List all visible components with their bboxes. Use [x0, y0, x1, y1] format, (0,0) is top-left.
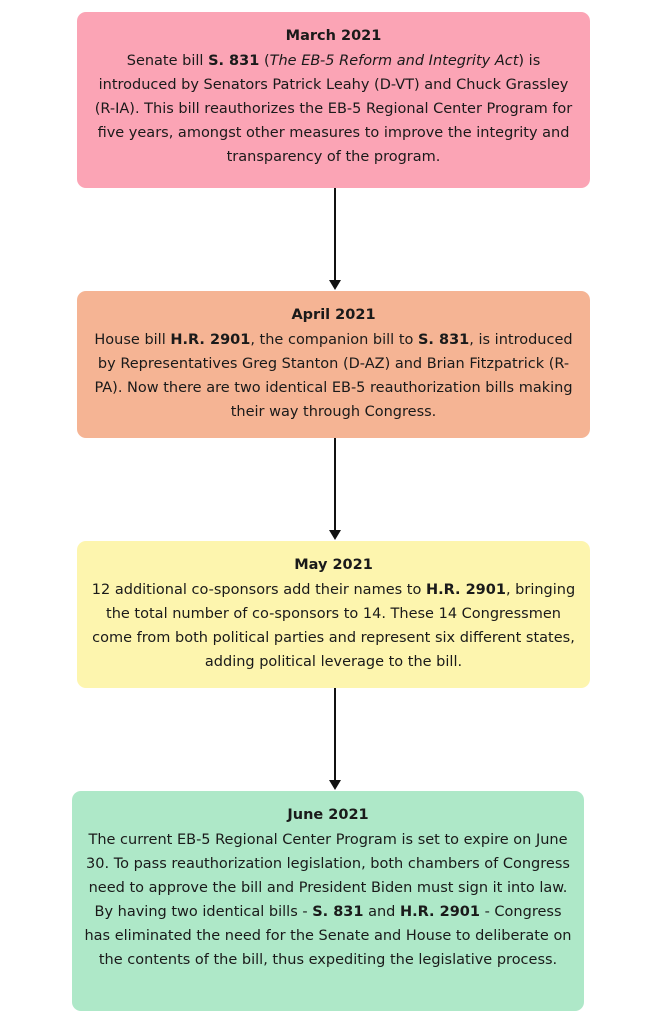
- card-date: April 2021: [291, 307, 376, 323]
- body-text: Senate bill: [126, 53, 209, 69]
- connector-line: [334, 438, 336, 531]
- body-text: , bringing the total number of co-sponsors to 14. These 14 Congressmen come from both political parties and represent six different states, adding political leverage to the bill.: [92, 582, 576, 670]
- body-text: ) is introduced by Senators Patrick Leahy (D-VT) and Chuck Grassley (R-IA). This bill reauthorizes the EB-5 Regional Center Program for five years, amongst other measures to improve the integrity and transparency of the program.: [94, 53, 573, 165]
- arrow-down-icon: [329, 780, 341, 790]
- bill-name: H.R. 2901: [399, 904, 480, 920]
- body-text: - Congress has eliminated the need for the Senate and House to deliberate on the contents of the bill, thus expediting the legislative process.: [84, 904, 572, 968]
- body-text: , the companion bill to: [250, 332, 418, 348]
- bill-name: H.R. 2901: [425, 582, 506, 598]
- body-text: (: [259, 53, 270, 69]
- body-text: 12 additional co-sponsors add their names to: [91, 582, 426, 598]
- body-text: The current EB-5 Regional Center Program is set to expire on June 30. To pass reauthorization legislation, both chambers of Congress need to approve the bill and President Biden must sign it into law. By having two identical bills -: [86, 832, 570, 920]
- timeline-card-may-2021: [77, 541, 590, 688]
- body-text: , is introduced by Representatives Greg Stanton (D-AZ) and Brian Fitzpatrick (R-PA). Now there are two identical EB-5 reauthorization bills making their way through Congress.: [94, 332, 573, 420]
- card-date: June 2021: [287, 807, 369, 823]
- arrow-down-icon: [329, 280, 341, 290]
- connector-line: [334, 688, 336, 781]
- card-body: [89, 578, 578, 674]
- timeline-card-march-2021: [77, 12, 590, 188]
- card-date: March 2021: [285, 28, 382, 44]
- bill-name: S. 831: [417, 332, 470, 348]
- bill-name: S. 831: [312, 904, 364, 920]
- body-text: House bill: [94, 332, 171, 348]
- connector-line: [334, 188, 336, 281]
- card-body: [89, 49, 578, 169]
- act-title: The EB-5 Reform and Integrity Act: [269, 53, 519, 69]
- timeline-card-june-2021: [72, 791, 584, 1011]
- card-body: [89, 328, 578, 424]
- arrow-down-icon: [329, 530, 341, 540]
- bill-name: S. 831: [208, 53, 260, 69]
- bill-name: H.R. 2901: [170, 332, 251, 348]
- timeline-card-april-2021: [77, 291, 590, 438]
- card-body: [84, 828, 572, 972]
- body-text: and: [363, 904, 400, 920]
- card-date: May 2021: [294, 557, 373, 573]
